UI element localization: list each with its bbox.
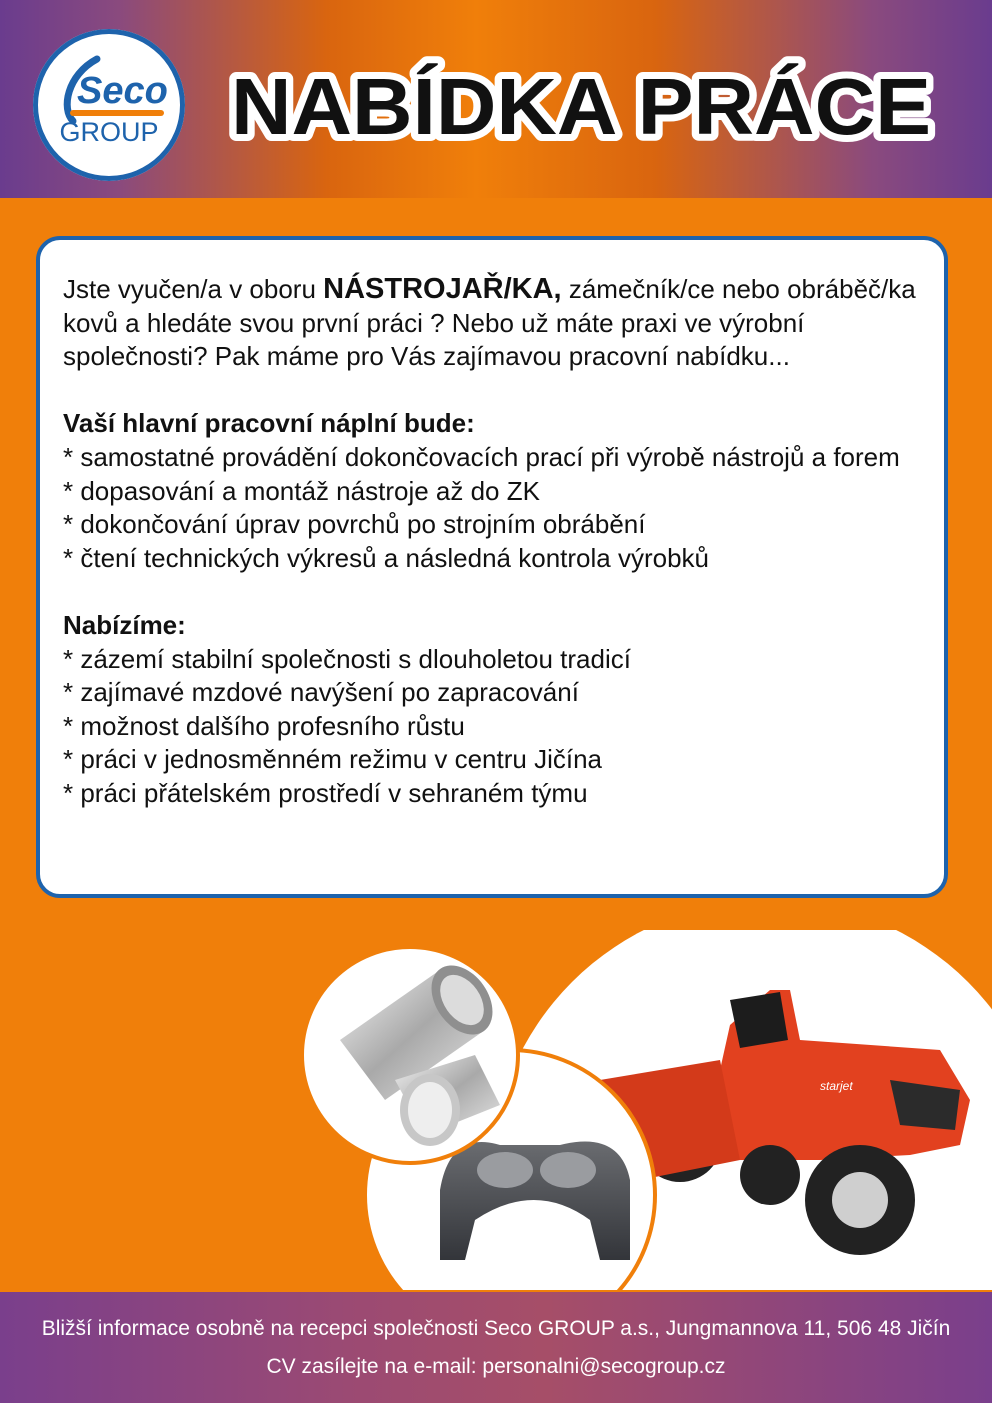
profession-highlight: NÁSTROJAŘ/KA, [323, 273, 562, 305]
offer-card [36, 236, 948, 898]
offer-item: * práci v jednosměnném režimu v centru Jičína [63, 744, 603, 775]
seco-group-logo [33, 29, 185, 181]
duty-item: * dopasování a montáž nástroje až do ZK [63, 475, 540, 506]
duty-item: * dokončování úprav povrchů po strojním obrábění [63, 509, 646, 540]
logo-seco-text: Seco [77, 70, 168, 112]
svg-text:NABÍDKA PRÁCE: NABÍDKA PRÁCE [231, 62, 931, 151]
logo-group-text: GROUP [59, 117, 159, 147]
header-banner [0, 0, 992, 198]
duty-item: * samostatné provádění dokončovacích prací při výrobě nástrojů a forem [63, 441, 900, 472]
contact-email: CV zasílejte na e-mail: personalni@secogroup.cz [266, 1355, 726, 1378]
duty-item: * čtení technických výkresů a následná kontrola výrobků [63, 542, 710, 573]
offer-item: * možnost dalšího profesního růstu [63, 710, 465, 741]
offer-text [63, 273, 923, 811]
footer-banner [0, 1292, 992, 1403]
intro-paragraph: Jste vyučen/a v oboru NÁSTROJAŘ/KA, zámečník/ce nebo obráběč/ka kovů a hledáte svou první práci ? Nebo už máte praxi ve výrobní společnosti? Pak máme pro Vás zajímavou pracovní nabídku... [63, 273, 916, 372]
duties-heading: Vaší hlavní pracovní náplní bude: [63, 408, 475, 439]
offer-item: * zázemí stabilní společnosti s dlouholetou tradicí [63, 643, 631, 674]
offer-heading: Nabízíme: [63, 609, 186, 640]
page-title [225, 52, 945, 152]
contact-address: Bližší informace osobně na recepci společnosti Seco GROUP a.s., Jungmannova 11, 506 48 Jičín [41, 1317, 951, 1340]
tractor-badge: starjet [820, 1079, 853, 1093]
offer-item: * zajímavé mzdové navýšení po zapracování [63, 677, 579, 708]
product-photos [300, 930, 992, 1290]
offer-item: * práci přátelském prostředí v sehraném týmu [63, 777, 588, 808]
